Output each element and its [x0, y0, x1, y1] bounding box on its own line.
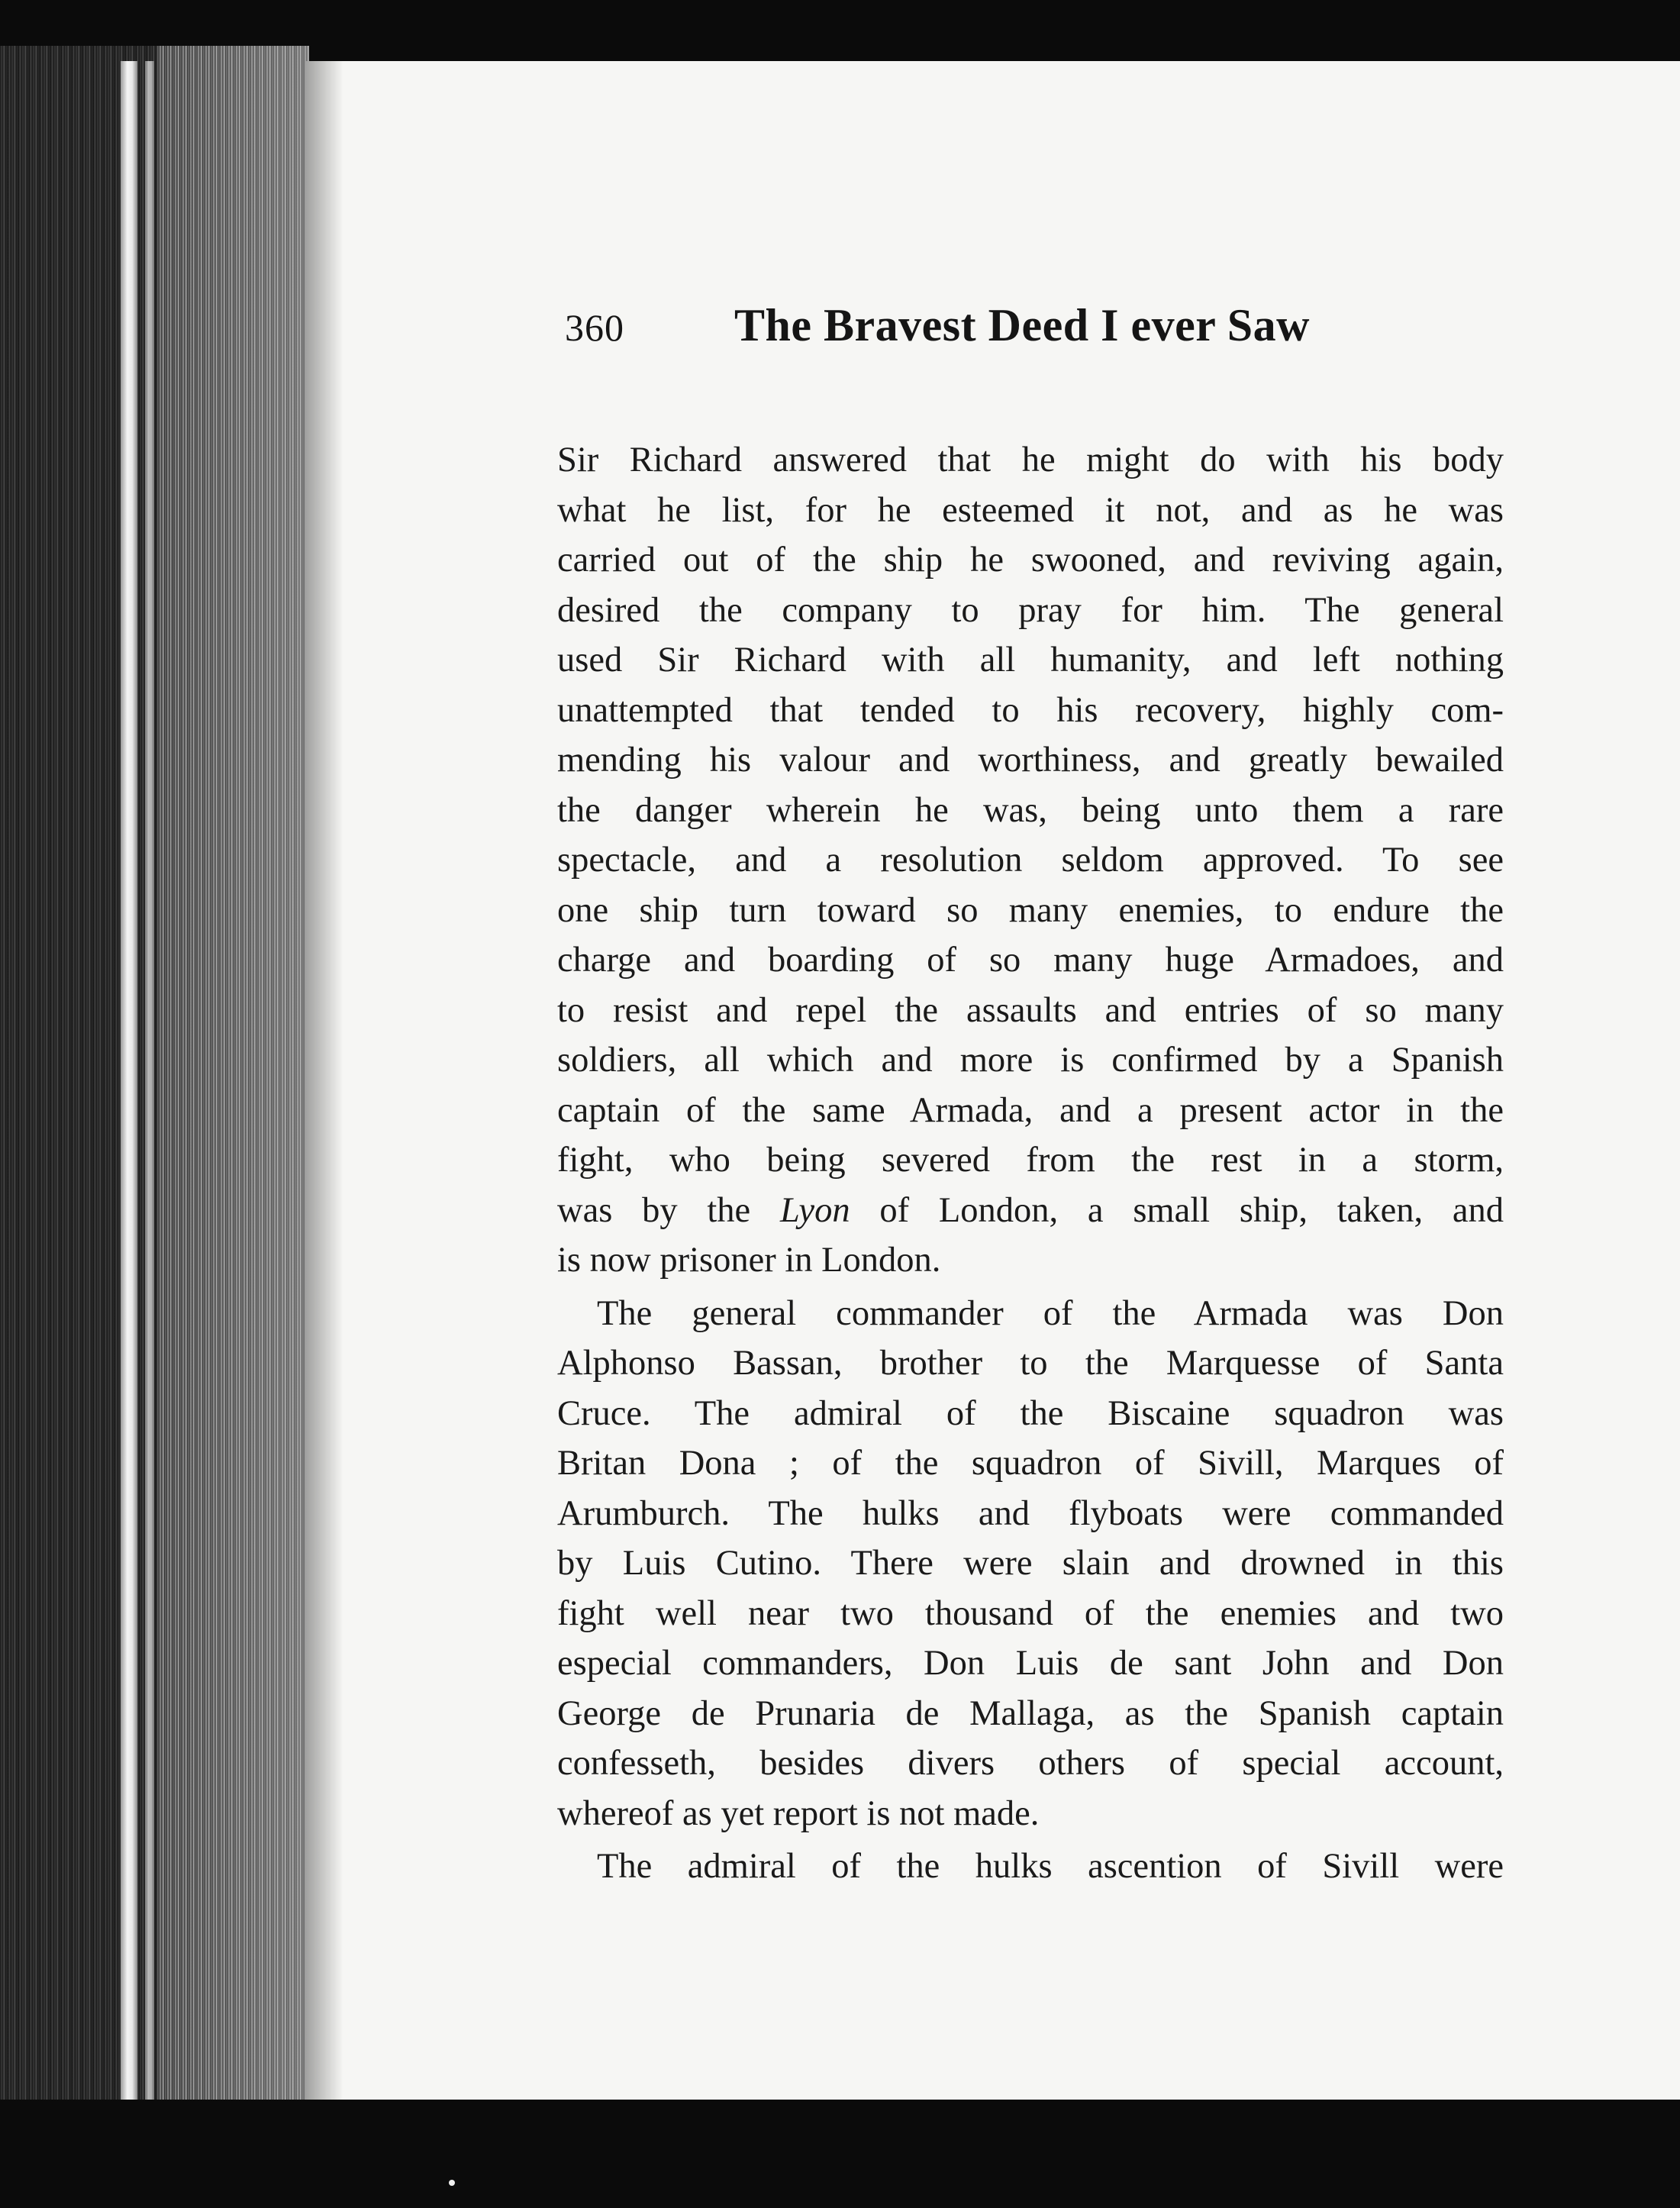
- ship-name-italic: Lyon: [779, 1190, 850, 1230]
- text-line: soldiers, all which and more is confirmed by a Spanish: [557, 1041, 1504, 1080]
- page-edge-highlight: [145, 61, 154, 2100]
- paragraph: [557, 1289, 1504, 1839]
- text-line: by Luis Cutino. There were slain and drowned in this: [557, 1544, 1504, 1583]
- text-line: fight, who being severed from the rest in a storm,: [557, 1141, 1504, 1180]
- running-title: The Bravest Deed I ever Saw: [734, 300, 1310, 350]
- text-run: of London, a small ship, taken, and: [850, 1190, 1504, 1230]
- scan-background-bottom: [0, 2100, 1680, 2208]
- page-edge-stack: [156, 46, 309, 2107]
- text-line: fight well near two thousand of the enemies and two: [557, 1593, 1504, 1633]
- text-line: what he list, for he esteemed it not, and as he was: [557, 490, 1504, 530]
- text-line: to resist and repel the assaults and entries of so many: [557, 990, 1504, 1030]
- paragraph: [557, 435, 1504, 1286]
- text-line: used Sir Richard with all humanity, and left nothing: [557, 641, 1504, 680]
- text-line: Arumburch. The hulks and flyboats were commanded: [557, 1493, 1504, 1533]
- text-line: is now prisoner in London.: [557, 1241, 941, 1280]
- text-line: Britan Dona ; of the squadron of Sivill, Marques of: [557, 1444, 1504, 1483]
- text-line: George de Prunaria de Mallaga, as the Spanish captain: [557, 1693, 1504, 1733]
- book-page-edges: [0, 46, 309, 2107]
- text-line: one ship turn toward so many enemies, to endure the: [557, 890, 1504, 930]
- text-line: desired the company to pray for him. The general: [557, 590, 1504, 630]
- text-line: The general commander of the Armada was Don: [597, 1293, 1504, 1333]
- text-line: The admiral of the hulks ascention of Sivill were: [597, 1847, 1504, 1886]
- text-line: captain of the same Armada, and a present actor in the: [557, 1090, 1504, 1130]
- page-header: [565, 299, 1656, 368]
- text-line: especial commanders, Don Luis de sant John and Don: [557, 1644, 1504, 1683]
- text-line: Alphonso Bassan, brother to the Marquesse of Santa: [557, 1344, 1504, 1383]
- text-line: mending his valour and worthiness, and greatly bewailed: [557, 741, 1504, 780]
- text-line: [557, 1186, 1504, 1236]
- text-line: Cruce. The admiral of the Biscaine squadron was: [557, 1393, 1504, 1433]
- body-text: [557, 435, 1504, 1892]
- text-line: the danger wherein he was, being unto them a rare: [557, 790, 1504, 830]
- text-run: was by the: [557, 1190, 780, 1230]
- page-edge-highlight: [121, 61, 137, 2100]
- text-line: whereof as yet report is not made.: [557, 1793, 1040, 1833]
- text-line: unattempted that tended to his recovery, highly com-: [557, 690, 1504, 730]
- text-line: spectacle, and a resolution seldom approved. To see: [557, 841, 1504, 880]
- text-line: Sir Richard answered that he might do with his body: [557, 441, 1504, 479]
- scan-dust-speck: [449, 2180, 455, 2186]
- paragraph: [557, 1842, 1504, 1892]
- text-line: carried out of the ship he swooned, and reviving again,: [557, 541, 1504, 579]
- page-number: 360: [565, 306, 624, 349]
- book-page: [305, 61, 1680, 2100]
- text-line: charge and boarding of so many huge Armadoes, and: [557, 941, 1504, 980]
- text-line: confesseth, besides divers others of special account,: [557, 1744, 1504, 1783]
